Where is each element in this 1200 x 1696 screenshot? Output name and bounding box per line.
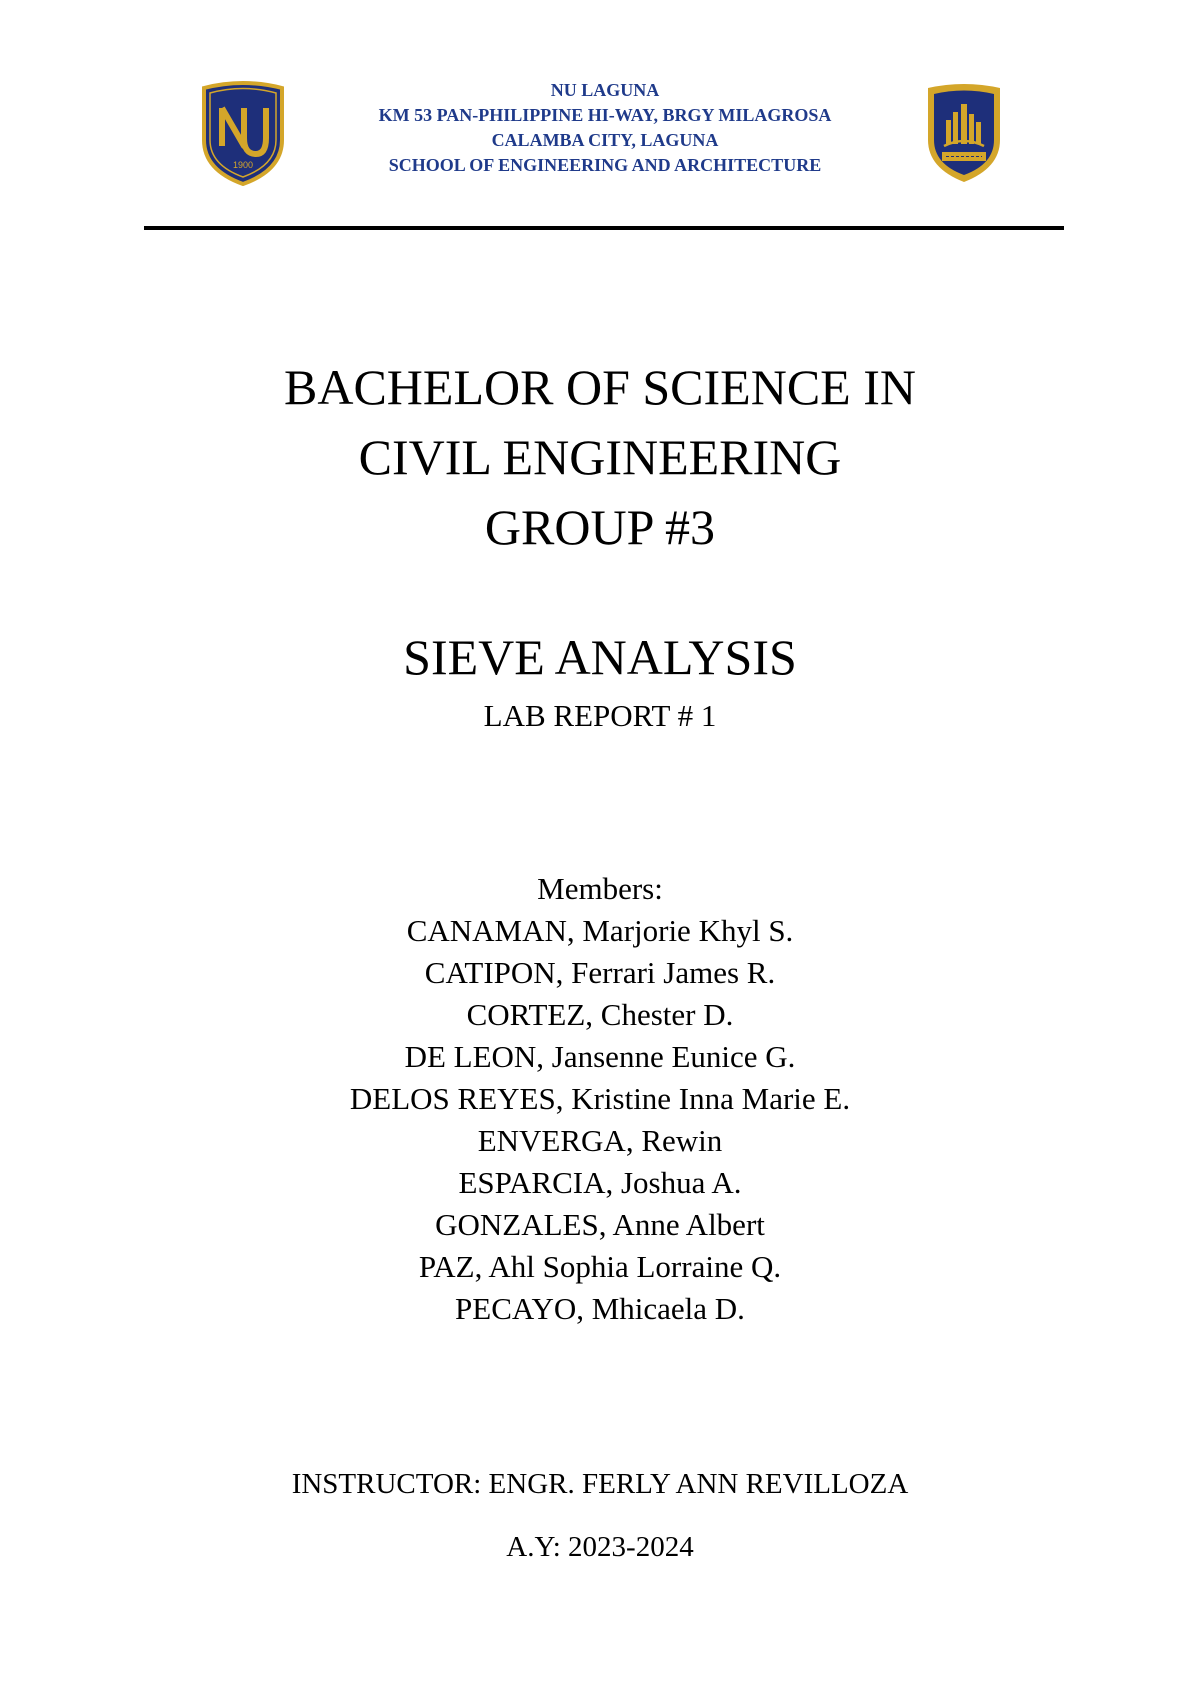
crest-year: 1900	[232, 160, 254, 170]
document-title	[0, 352, 1200, 562]
institution-street: KM 53 PAN-PHILIPPINE HI-WAY, BRGY MILAGROSA	[378, 105, 832, 125]
institution-name: NU LAGUNA	[550, 80, 660, 100]
document-header	[0, 70, 1200, 190]
member-name: ENVERGA, Rewin	[477, 1123, 723, 1158]
member-name: CATIPON, Ferrari James R.	[424, 955, 776, 990]
member-name: ESPARCIA, Joshua A.	[458, 1165, 742, 1200]
report-number: LAB REPORT # 1	[483, 698, 717, 733]
member-name: GONZALES, Anne Albert	[435, 1207, 765, 1242]
member-name: CORTEZ, Chester D.	[466, 997, 734, 1032]
member-name: CANAMAN, Marjorie Khyl S.	[406, 913, 794, 948]
engineering-society-crest-logo-icon	[922, 80, 1006, 184]
member-name: DE LEON, Jansenne Eunice G.	[404, 1039, 796, 1074]
institution-city: CALAMBA CITY, LAGUNA	[491, 130, 719, 150]
instructor-line: INSTRUCTOR: ENGR. FERLY ANN REVILLOZA	[291, 1468, 909, 1500]
member-name: PECAYO, Mhicaela D.	[455, 1291, 745, 1326]
academic-year: A.Y: 2023-2024	[506, 1531, 694, 1563]
member-name: PAZ, Ahl Sophia Lorraine Q.	[418, 1249, 782, 1284]
title-line-program: CIVIL ENGINEERING	[358, 429, 842, 485]
members-heading: Members:	[537, 871, 663, 906]
institution-school: SCHOOL OF ENGINEERING AND ARCHITECTURE	[388, 155, 822, 175]
title-line-group: GROUP #3	[484, 499, 716, 555]
report-subject: SIEVE ANALYSIS	[403, 629, 797, 685]
member-name: DELOS REYES, Kristine Inna Marie E.	[349, 1081, 851, 1116]
members-list	[0, 868, 1200, 1330]
title-line-degree: BACHELOR OF SCIENCE IN	[284, 359, 916, 415]
institution-address	[300, 78, 910, 178]
nu-crest-logo-icon	[198, 78, 288, 186]
header-divider	[144, 226, 1064, 230]
